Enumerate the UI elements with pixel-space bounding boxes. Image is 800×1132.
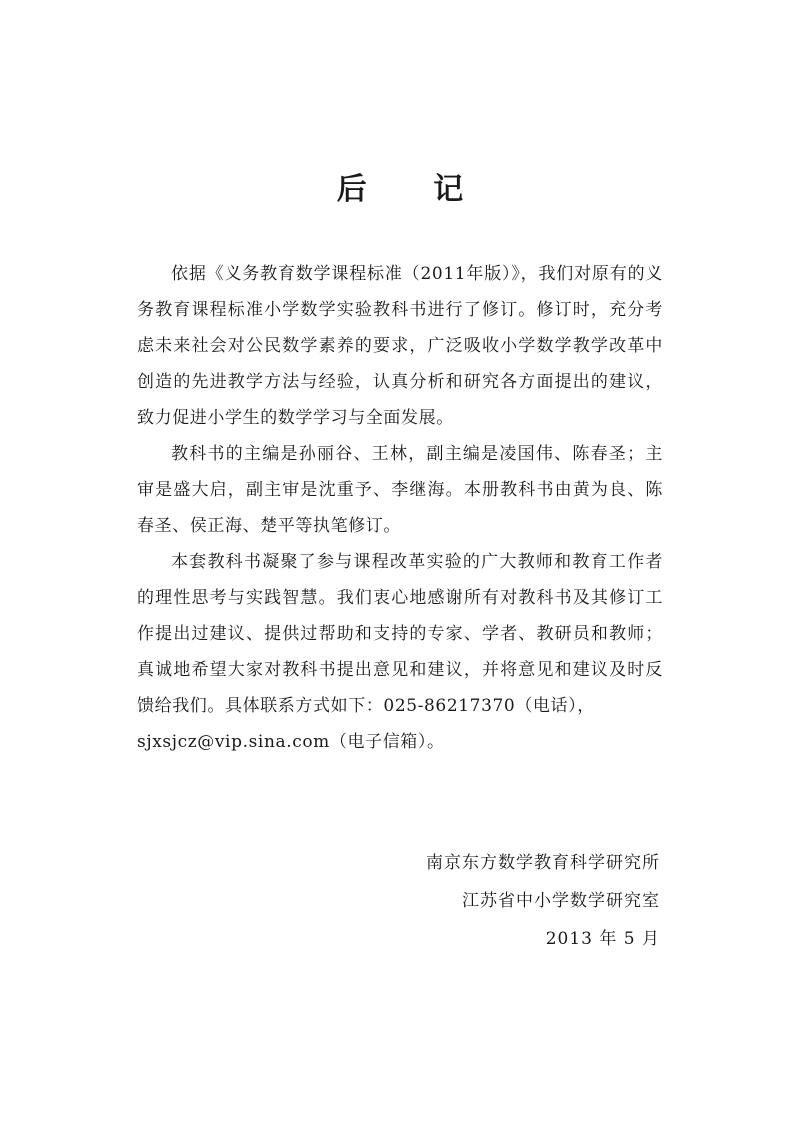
paragraph-editors: 教科书的主编是孙丽谷、王林，副主编是凌国伟、陈春圣；主审是盛大启，副主审是沈重予、李继海。本册教科书由黄为良、陈春圣、侯正海、楚平等执笔修订。 xyxy=(137,444,663,536)
signature-org-2: 江苏省中小学数学研究室 xyxy=(462,891,660,911)
page-title: 后 记 xyxy=(336,172,492,207)
paragraph-acknowledgement: 本套教科书凝聚了参与课程改革实验的广大教师和教育工作者的理性思考与实践智慧。我们衷心地感谢所有对教科书及其修订工作提出过建议、提供过帮助和支持的专家、学者、教研员和教师；真诚地希望大家对教科书提出意见和建议，并将意见和建议及时反馈给我们。具体联系方式如下：025-86217370（电话）， xyxy=(137,552,663,716)
paragraph-email: sjxsjcz@vip.sina.com（电子信箱）。 xyxy=(137,732,445,752)
signature-block xyxy=(426,844,660,958)
signature-date: 2013 年 5 月 xyxy=(545,929,660,949)
signature-org-1: 南京东方数学教育科学研究所 xyxy=(426,853,660,873)
body-text xyxy=(137,256,663,760)
paragraph-intro: 依据《义务教育数学课程标准（2011年版）》，我们对原有的义务教育课程标准小学数学实验教科书进行了修订。修订时，充分考虑未来社会对公民数学素养的要求，广泛吸收小学数学教学改革中创造的先进教学方法与经验，认真分析和研究各方面提出的建议，致力促进小学生的数学学习与全面发展。 xyxy=(137,264,663,428)
